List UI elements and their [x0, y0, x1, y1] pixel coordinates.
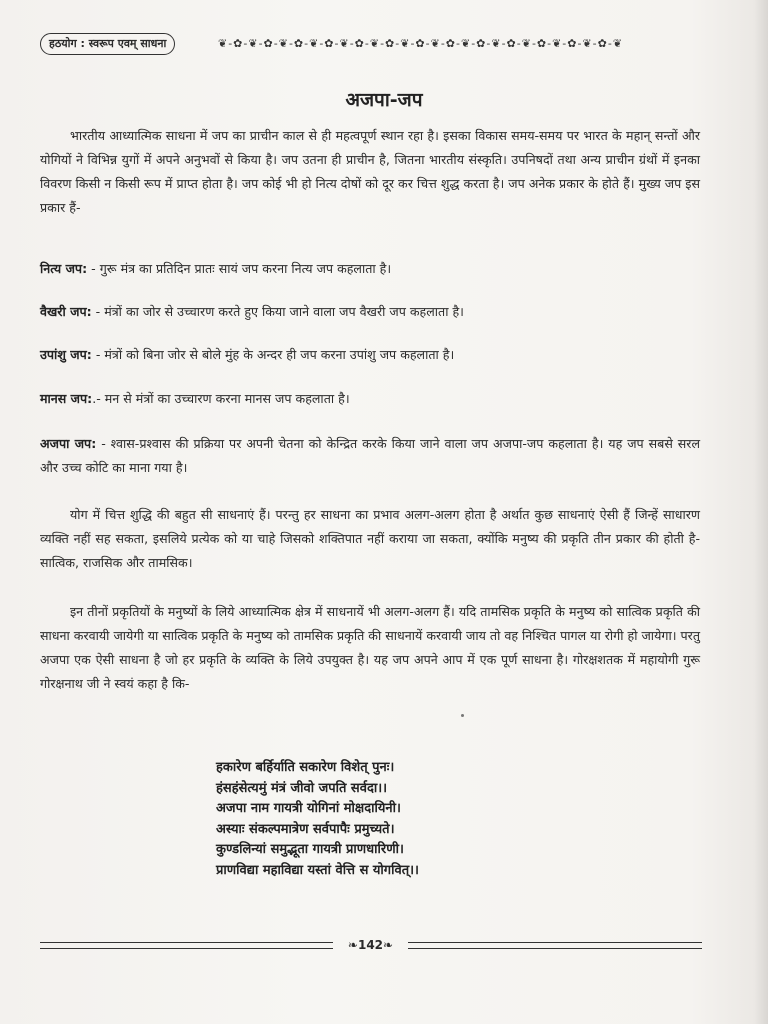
definition-text: - गुरू मंत्र का प्रतिदिन प्रातः सायं जप करना नित्य जप कहलाता है। [87, 261, 392, 276]
footer-rule-right [408, 942, 702, 949]
verse-line: हंसहंसेत्यमुं मंत्रं जीवो जपति सर्वदा।। [216, 780, 388, 796]
paragraph-purity: योग में चित्त शुद्धि की बहुत सी साधनाएं हैं। परन्तु हर साधना का प्रभाव अलग-अलग होता है अर्थात कुछ साधनाएं ऐसी हैं जिन्हें साधारण व्यक्ति नहीं सह सकता, इसलिये प्रत्येक को या चाहे जिसको शक्तिपात नहीं कराया जा सकता, क्योंकि मनुष्य की प्रकृति तीन प्रकार की होती है-सात्विक, राजसिक और तामसिक। [40, 507, 700, 570]
verse-line: प्राणविद्या महाविद्या यस्तां वेत्ति स योगवित्।। [216, 862, 419, 878]
running-title: हठयोग : स्वरूप एवम् साधना [40, 33, 175, 55]
footer-rule-left [40, 942, 333, 949]
definition-term: अजपा जप: [40, 436, 97, 451]
definition-term: उपांशु जप: [40, 347, 92, 362]
intro-paragraph: भारतीय आध्यात्मिक साधना में जप का प्राचीन काल से ही महत्वपूर्ण स्थान रहा है। इसका विकास समय-समय पर भारत के महान् सन्तों और योगियों ने विभिन्न युगों में अपने अनुभवों से किया है। जप उतना ही प्राचीन है, जितना भारतीय संस्कृति। उपनिषदों तथा अन्य प्राचीन ग्रंथों में इनका विवरण किसी न किसी रूप में प्राप्त होता है। जप कोई भी हो नित्य दोषों को दूर कर चित्त शुद्ध करता है। जप अनेक प्रकार के होते हैं। मुख्य जप इस प्रकार हैं- [40, 128, 700, 215]
definition-nitya [40, 257, 700, 281]
definition-text: - श्वास-प्रश्वास की प्रक्रिया पर अपनी चेतना को केन्द्रित करके किया जाने वाला जप अजपा-जप कहलाता है। यह जप सबसे सरल और उच्च कोटि का माना गया है। [40, 436, 701, 475]
chapter-title: अजपा-जप [345, 89, 423, 111]
header-ornament: ❦-✿-❦-✿-❦-✿-❦-✿-❦-✿-❦-✿-❦-✿-❦-✿-❦-✿-❦-✿-❦-✿-❦-✿-❦-✿-❦ [218, 37, 624, 50]
definition-term: वैखरी जप: [40, 304, 92, 319]
definition-text: - मंत्रों का जोर से उच्चारण करते हुए किया जाने वाला जप वैखरी जप कहलाता है। [91, 304, 464, 319]
ink-speck [461, 714, 464, 717]
running-header [40, 33, 702, 55]
definition-term: मानस जप: [40, 391, 93, 406]
definition-upanshu [40, 343, 700, 367]
verse-line: अस्याः संकल्पमात्रेण सर्वपापैः प्रमुच्यते। [216, 821, 395, 837]
page-number: ❧142❧ [347, 938, 394, 952]
page-footer [40, 936, 702, 956]
definition-ajapa [40, 432, 700, 480]
definition-term: नित्य जप: [40, 261, 88, 276]
definition-text: .- मन से मंत्रों का उच्चारण करना मानस जप कहलाता है। [92, 391, 350, 406]
paragraph-prakriti: इन तीनों प्रकृतियों के मनुष्यों के लिये आध्यात्मिक क्षेत्र में साधनायें भी अलग-अलग हैं। यदि तामसिक प्रकृति के मनुष्य को सात्विक प्रकृति की साधना करवायी जायेगी या सात्विक प्रकृति के मनुष्य को तामसिक प्रकृति की साधनायें करवायी जाय तो वह निश्चित पागल या रोगी हो जायेगा। परतु अजपा एक ऐसी साधना है जो हर प्रकृति के व्यक्ति के लिये उपयुक्त है। यह जप अपने आप में एक पूर्ण साधना है। गोरक्षशतक में महायोगी गुरू गोरक्षनाथ जी ने स्वयं कहा है कि- [40, 604, 700, 691]
verse-line: अजपा नाम गायत्री योगिनां मोक्षदायिनी। [216, 801, 401, 816]
definition-vaikhari [40, 300, 700, 324]
definition-manas [40, 387, 700, 411]
verse-line: कुण्डलिन्यां समुद्भूता गायत्री प्राणधारिणी। [216, 842, 404, 857]
page-edge-shadow [754, 0, 768, 1024]
sanskrit-verse [216, 758, 516, 881]
definition-text: - मंत्रों को बिना जोर से बोले मुंह के अन्दर ही जप करना उपांशु जप कहलाता है। [91, 347, 455, 362]
verse-line: हकारेण बर्हिर्याति सकारेण विशेत् पुनः। [216, 760, 395, 775]
